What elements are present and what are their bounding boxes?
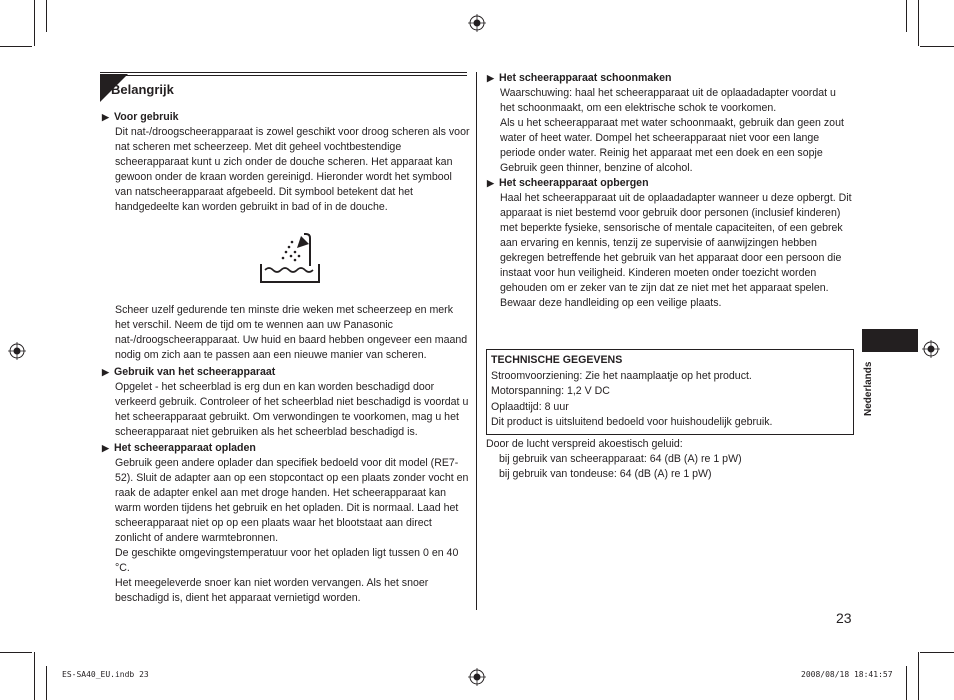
technical-specs-box <box>486 349 854 435</box>
section-title: Gebruik van het scheerapparaat <box>114 366 276 378</box>
section-body: Haal het scheerapparaat uit de oplaadadapter wanneer u deze opbergt. Dit apparaat is niet bestemd voor gebruik door personen (inclusief kinderen) met beperkte fysieke, sensorische of mentale capaciteiten, of een gebrek aan ervaring en kennis, tenzij ze supervisie of aanwijzingen hebben gekregen betreffende het gebruik van het apparaat door een persoon die instaat voor hun veiligheid. Kinderen moeten onder toezicht worden gehouden om er zeker van te zijn dat ze niet met het apparaat spelen. Bewaar deze handleiding op een veilige plaats. <box>500 192 852 309</box>
crop-mark <box>906 0 907 32</box>
language-tab-label: Nederlands <box>863 361 874 416</box>
crop-mark <box>46 666 47 700</box>
registration-mark-icon <box>468 14 486 32</box>
noise-line: bij gebruik van scheerapparaat: 64 (dB (A) re 1 pW) <box>499 453 742 465</box>
section-body: Het meegeleverde snoer kan niet worden vervangen. Als het snoer beschadigd is, dient het apparaat vernietigd worden. <box>115 577 429 604</box>
voor-gebruik-section <box>102 110 470 215</box>
page-number: 23 <box>836 610 852 626</box>
section-title: Voor gebruik <box>114 111 179 123</box>
specs-line: Stroomvoorziening: Zie het naamplaatje op het product. <box>491 369 752 382</box>
shower-bath-icon <box>259 232 323 286</box>
crop-mark <box>0 46 32 47</box>
section-body: Gebruik geen andere oplader dan specifiek bedoeld voor dit model (RE7-52). Sluit de adapter aan op een stopcontact op een plaats zonder vocht en raak de adapter enkel aan met droge handen. Het scheerapparaat kan warm worden tijdens het gebruik en het opladen. Dit is normaal. Laad het scheerapparaat niet op op een plaats waar het blootstaat aan direct zonlicht of andere warmtebronnen. <box>115 457 469 544</box>
noise-line: bij gebruik van tondeuse: 64 (dB (A) re 1 pW) <box>499 468 712 480</box>
crop-mark <box>0 652 32 653</box>
opbergen-section <box>487 176 853 311</box>
specs-title: TECHNISCHE GEGEVENS <box>491 354 623 366</box>
arrow-bullet-icon: ▶ <box>487 73 494 83</box>
section-body: De geschikte omgevingstemperatuur voor het opladen ligt tussen 0 en 40 °C. <box>115 547 459 574</box>
arrow-bullet-icon: ▶ <box>102 443 109 453</box>
heading-rule-bottom <box>100 75 467 76</box>
noise-intro: Door de lucht verspreid akoestisch geluid: <box>486 438 683 450</box>
specs-line: Motorspanning: 1,2 V DC <box>491 385 610 397</box>
section-body: Als u het scheerapparaat met water schoonmaakt, gebruik dan geen zout water of heet water. Dompel het scheerapparaat niet voor een lange periode onder water. Reinig het apparaat met een doek en een sopje Gebruik geen thinner, benzine of alcohol. <box>500 117 844 174</box>
crop-mark <box>918 652 919 700</box>
section-body: Dit nat-/droogscheerapparaat is zowel geschikt voor droog scheren als voor nat scheren met scheerzeep. Met dit geheel vochtbestendige scheerapparaat kunt u zich onder de douche scheren. Het apparaat kan gewoon onder de kraan worden gereinigd. Hieronder wordt het symbool van natscheerapparaat afgebeeld. Dit symbool betekent dat het handgedeelte kan worden gebruikt in bad of in de douche. <box>115 126 470 213</box>
opladen-section <box>102 441 470 606</box>
crop-mark <box>34 652 35 700</box>
after-icon-text: Scheer uzelf gedurende ten minste drie weken met scheerzeep en merk het verschil. Neem de tijd om te wennen aan uw Panasonic nat-/droogscheerapparaat. Uw huid en baard hebben ongeveer een maand nodig om zich aan te passen aan een nieuwe manier van scheren. <box>115 304 468 361</box>
footer-datetime: 2008/08/18 18:41:57 <box>801 670 893 679</box>
section-title: Het scheerapparaat opbergen <box>499 177 649 189</box>
language-tab <box>862 329 918 352</box>
left-column <box>102 110 470 606</box>
right-column <box>487 71 853 311</box>
footer-file: ES-SA40_EU.indb 23 <box>62 670 149 679</box>
heading-rule-top <box>100 72 467 73</box>
noise-info <box>486 437 852 482</box>
arrow-bullet-icon: ▶ <box>487 178 494 188</box>
arrow-bullet-icon: ▶ <box>102 367 109 377</box>
crop-mark <box>34 0 35 46</box>
crop-mark <box>906 666 907 700</box>
section-title: Het scheerapparaat opladen <box>114 442 256 454</box>
crop-mark <box>920 652 954 653</box>
section-heading: Belangrijk <box>111 82 174 97</box>
registration-mark-icon <box>922 340 940 358</box>
specs-line: Dit product is uitsluitend bedoeld voor huishoudelijk gebruik. <box>491 416 773 428</box>
specs-line: Oplaadtijd: 8 uur <box>491 400 569 413</box>
section-body: Opgelet - het scheerblad is erg dun en kan worden beschadigd door verkeerd gebruik. Controleer of het scheerblad niet beschadigd is voordat u het scheerapparaat gebruikt. Om verwondingen te voorkomen, mag u het scheerapparaat niet gebruiken als het scheerblad beschadigd is. <box>115 381 469 438</box>
section-body: Waarschuwing: haal het scheerapparaat uit de oplaadadapter voordat u het schoonmaakt, om een elektrische schok te voorkomen. <box>500 87 836 114</box>
arrow-bullet-icon: ▶ <box>102 112 109 122</box>
crop-mark <box>918 0 919 46</box>
registration-mark-icon <box>468 668 486 686</box>
schoonmaken-section <box>487 71 853 176</box>
crop-mark <box>46 0 47 32</box>
column-divider <box>476 72 477 610</box>
crop-mark <box>920 46 954 47</box>
section-title: Het scheerapparaat schoonmaken <box>499 72 672 84</box>
gebruik-section <box>102 365 470 440</box>
registration-mark-icon <box>8 342 26 360</box>
